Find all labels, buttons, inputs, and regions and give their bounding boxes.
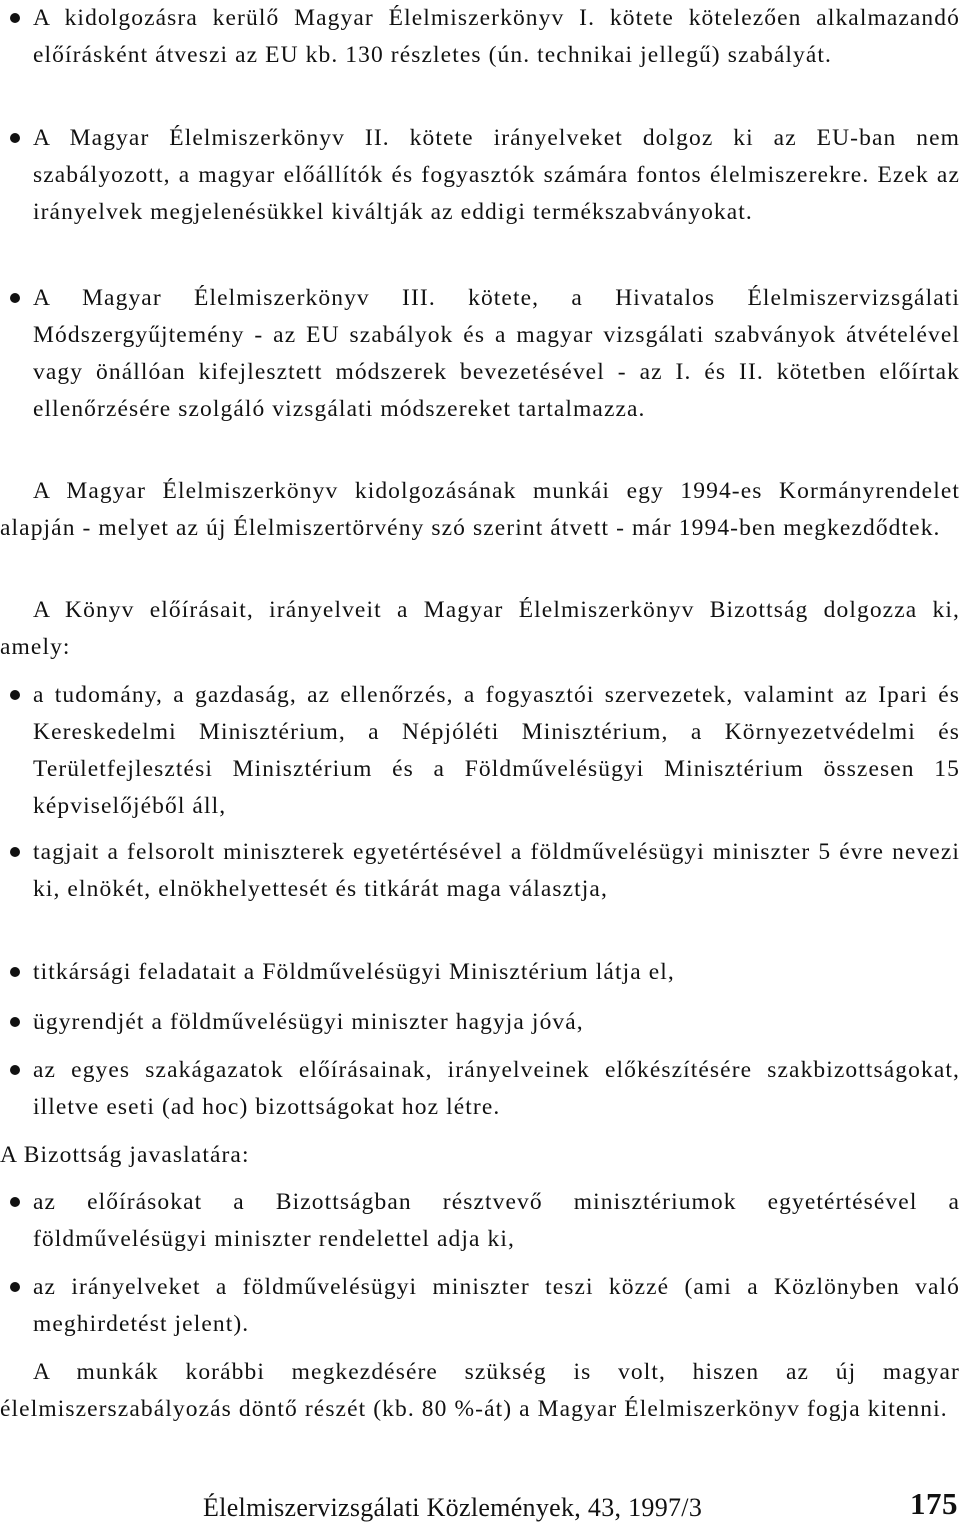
bullet-icon [10,133,20,143]
bullet-icon [10,13,20,23]
bullet-icon [10,1017,20,1027]
paragraph-text: titkársági feladatait a Földművelésügyi Minisztérium látja el, [33,959,675,985]
bullet-item [0,120,960,231]
bullet-icon [10,847,20,857]
bullet-item [0,0,960,74]
bullet-icon [10,967,20,977]
bullet-icon [10,1282,20,1292]
body-paragraph: A Bizottság javaslatára: [0,1142,250,1168]
paragraph-text: az irányelveket a földművelésügyi miniszter teszi közzé (ami a Közlönyben való meghirdetést jelent). [33,1274,960,1337]
page-number: 175 [910,1486,958,1521]
paragraph-text: a tudomány, a gazdaság, az ellenőrzés, a fogyasztói szervezetek, valamint az Ipari és Kereskedelmi Minisztérium, a Népjóléti Minisztérium, a Környezetvédelmi és Területfejlesztési Minisztérium és a Földművelésügyi Minisztérium összesen 15 képviselőjéből áll, [33,682,960,819]
journal-footer: Élelmiszervizsgálati Közlemények, 43, 1997/3 [203,1493,703,1522]
paragraph-text: az egyes szakágazatok előírásainak, irányelveinek előkészítésére szakbizottságokat, illetve eseti (ad hoc) bizottságokat hoz létre. [33,1057,960,1120]
bullet-icon [10,1197,20,1207]
paragraph-text: A kidolgozásra kerülő Magyar Élelmiszerkönyv I. kötete kötelezően alkalmazandó előírásként átveszi az EU kb. 130 részletes (ún. technikai jellegű) szabályát. [33,5,960,68]
bullet-item [0,834,960,908]
paragraph-text: A Magyar Élelmiszerkönyv III. kötete, a Hivatalos Élelmiszervizsgálati Módszergyűjtemény - az EU szabályok és a magyar vizsgálati szabványok átvételével vagy önállóan kifejlesztett módszerek bevezetésével - az I. és II. kötetben előírtak ellenőrzésére szolgáló vizsgálati módszereket tartalmazza. [33,285,960,422]
bullet-item [0,1004,960,1041]
body-paragraph: A munkák korábbi megkezdésére szükség is volt, hiszen az új magyar élelmiszerszabályozás döntő részét (kb. 80 %-át) a Magyar Élelmiszerkönyv fogja kitenni. [0,1359,960,1422]
body-paragraph: A Magyar Élelmiszerkönyv kidolgozásának munkái egy 1994-es Kormányrendelet alapján - melyet az új Élelmiszertörvény szó szerint átvett - már 1994-ben megkezdődtek. [0,478,960,541]
body-paragraph: A Könyv előírásait, irányelveit a Magyar Élelmiszerkönyv Bizottság dolgozza ki, amely: [0,597,960,660]
bullet-icon [10,690,20,700]
paragraph-text: A Magyar Élelmiszerkönyv II. kötete irányelveket dolgoz ki az EU-ban nem szabályozott, a magyar előállítók és fogyasztók számára fontos élelmiszerekre. Ezek az irányelvek megjelenésükkel kiváltják az eddigi termékszabványokat. [33,125,960,225]
paragraph-text: ügyrendjét a földművelésügyi miniszter hagyja jóvá, [33,1009,584,1035]
paragraph-text: tagjait a felsorolt miniszterek egyetértésével a földművelésügyi miniszter 5 évre nevezi ki, elnökét, elnökhelyettesét és titkárát maga választja, [33,839,960,902]
bullet-item [0,280,960,428]
bullet-item [0,1052,960,1126]
bullet-item [0,677,960,825]
bullet-item [0,1184,960,1258]
bullet-icon [10,1065,20,1075]
paragraph-text: az előírásokat a Bizottságban résztvevő minisztériumok egyetértésével a földművelésügyi miniszter rendelettel adja ki, [33,1189,960,1252]
bullet-item [0,1269,960,1343]
bullet-item [0,954,960,991]
bullet-icon [10,293,20,303]
